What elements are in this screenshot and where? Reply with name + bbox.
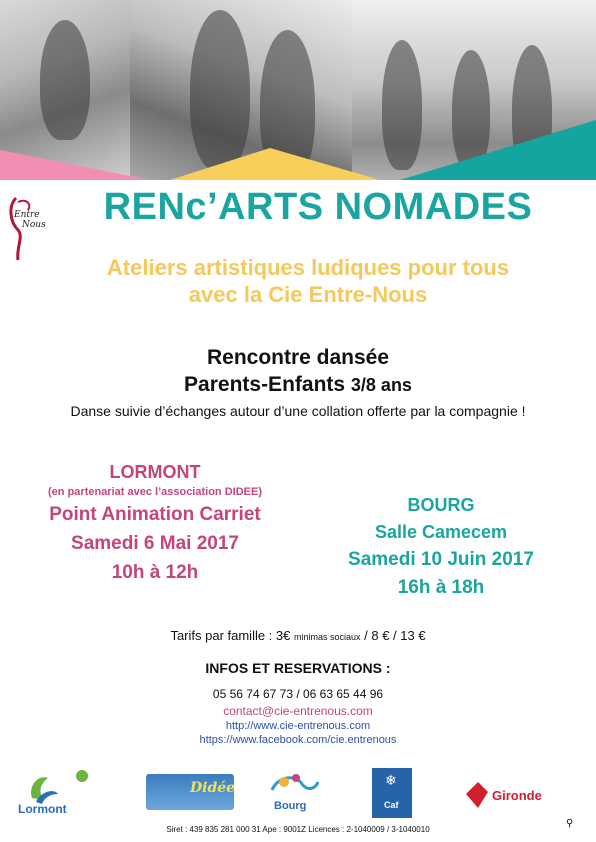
bourg-date: Samedi 10 Juin 2017 xyxy=(348,549,534,570)
didee-logo xyxy=(146,768,234,818)
lormont-city: LORMONT xyxy=(109,462,201,482)
bourg-section xyxy=(300,492,582,602)
snowflake-icon: ❄ xyxy=(385,772,397,788)
logo-text-line2: Nous xyxy=(22,220,46,230)
event-audience: Parents-Enfants xyxy=(184,373,351,396)
bourg-time: 16h à 18h xyxy=(397,577,485,598)
logo-text-line1: Entre xyxy=(14,210,40,220)
facebook-link[interactable]: https://www.facebook.com/cie.entrenous xyxy=(199,734,397,746)
event-ages: 3/8 ans xyxy=(350,375,412,395)
event-description: Danse suivie d’échanges autour d’une collation offerte par la compagnie ! xyxy=(70,403,526,419)
yellow-triangle xyxy=(170,148,380,180)
lormont-venue: Point Animation Carriet xyxy=(49,504,261,525)
event-heading xyxy=(0,344,596,399)
contact-phones: 05 56 74 67 73 / 06 63 65 44 96 xyxy=(212,687,384,701)
gironde-logo-text: Gironde xyxy=(492,788,542,803)
photo-banner xyxy=(0,0,596,180)
pricing-social: minimas sociaux xyxy=(293,632,361,642)
siret-footer: Siret : 439 835 281 000 31 Ape : 9001Z Licences : 2-1040009 / 3-1040010 xyxy=(166,825,430,834)
bourg-logo-icon xyxy=(262,768,322,798)
gironde-logo xyxy=(464,768,556,818)
contact-heading: INFOS ET RESERVATIONS : xyxy=(205,660,391,676)
printer-mark-icon: ⚲ xyxy=(566,818,574,829)
lormont-time: 10h à 12h xyxy=(111,562,199,583)
pink-triangle xyxy=(0,150,150,180)
caf-logo xyxy=(372,768,412,818)
teal-triangle xyxy=(400,120,596,180)
pricing xyxy=(0,628,596,643)
event-line2 xyxy=(0,371,596,399)
page-title: RENc’ARTS NOMADES xyxy=(103,186,533,228)
pricing-rest: / 8 € / 13 € xyxy=(360,628,426,643)
lormont-logo xyxy=(18,768,102,818)
subtitle-line1: Ateliers artistiques ludiques pour tous xyxy=(106,255,510,280)
lormont-date: Samedi 6 Mai 2017 xyxy=(71,533,239,554)
contact-email-link[interactable]: contact@cie-entrenous.com xyxy=(223,704,373,718)
event-line1: Rencontre dansée xyxy=(206,346,390,369)
website-link[interactable]: http://www.cie-entrenous.com xyxy=(225,720,371,732)
didee-logo-text: Didée xyxy=(190,780,236,796)
caf-logo-text: Caf xyxy=(384,800,399,810)
lormont-partner: (en partenariat avec l’association DIDEE) xyxy=(48,486,262,498)
bourg-city: BOURG xyxy=(407,495,475,515)
bourg-logo-text: Bourg xyxy=(274,800,307,812)
subtitle-line2: avec la Cie Entre-Nous xyxy=(188,282,428,307)
bourg-logo xyxy=(262,768,322,818)
subtitle xyxy=(20,254,596,308)
bourg-venue: Salle Camecem xyxy=(374,522,508,542)
lormont-logo-text: Lormont xyxy=(18,802,67,816)
pricing-label: Tarifs par famille : 3€ xyxy=(170,628,294,643)
gironde-logo-icon xyxy=(464,780,490,810)
lormont-section xyxy=(10,460,300,587)
